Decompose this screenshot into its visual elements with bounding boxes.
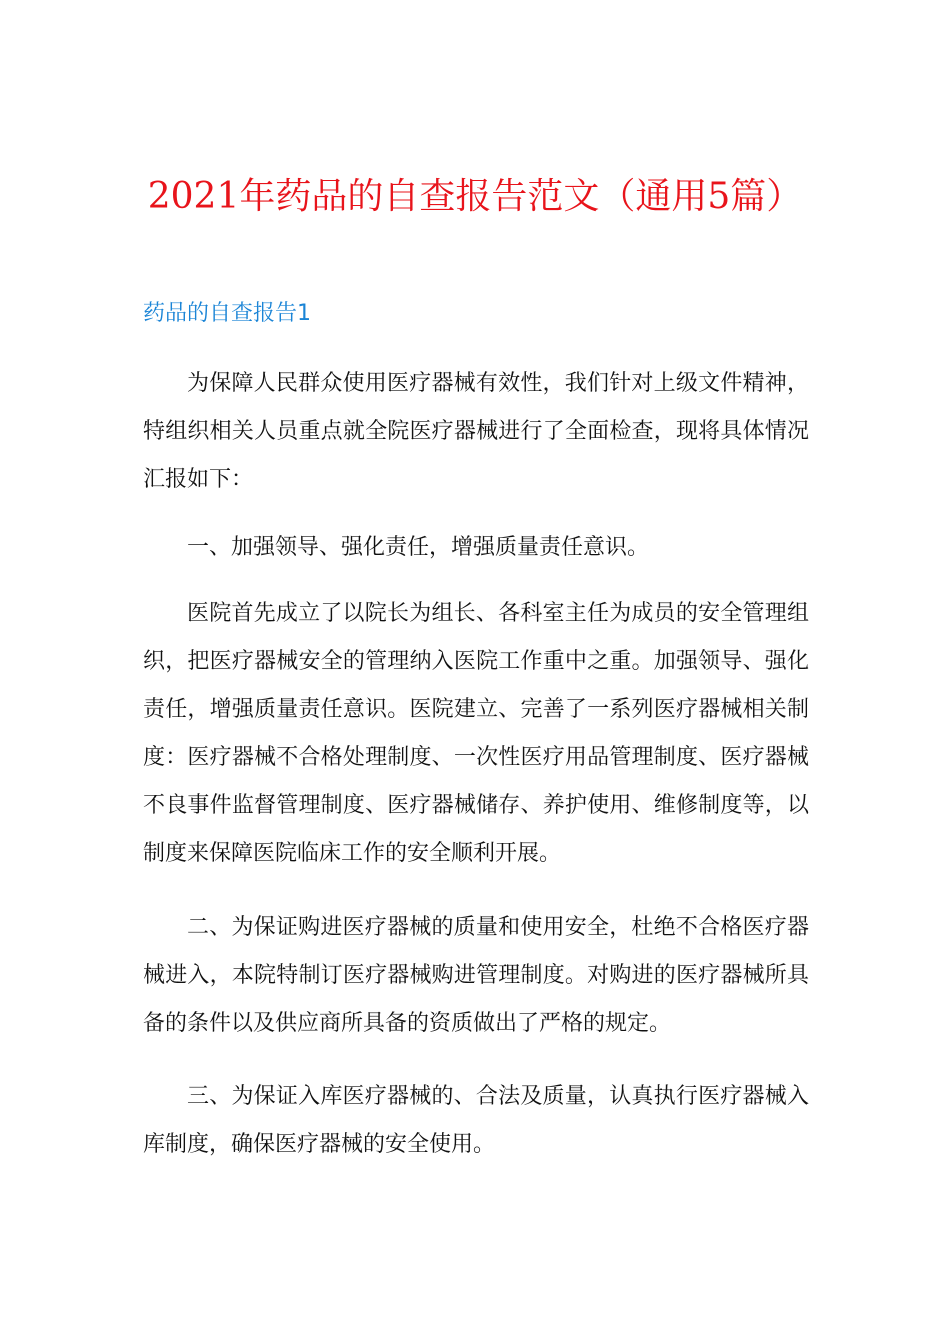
paragraph-intro: 为保障人民群众使用医疗器械有效性，我们针对上级文件精神，特组织相关人员重点就全院医疗器械进行了全面检查，现将具体情况汇报如下： (143, 371, 809, 492)
paragraph-point-3: 三、为保证入库医疗器械的、合法及质量，认真执行医疗器械入库制度，确保医疗器械的安全使用。 (143, 1084, 809, 1157)
paragraph-point-1-heading: 一、加强领导、强化责任，增强质量责任意识。 (187, 535, 650, 560)
paragraph-point-1-body: 医院首先成立了以院长为组长、各科室主任为成员的安全管理组织，把医疗器械安全的管理纳入医院工作重中之重。加强领导、强化责任，增强质量责任意识。医院建立、完善了一系列医疗器械相关制度：医疗器械不合格处理制度、一次性医疗用品管理制度、医疗器械不良事件监督管理制度、医疗器械储存、养护使用、维修制度等，以制度来保障医院临床工作的安全顺利开展。 (143, 601, 809, 866)
section-heading: 药品的自查报告1 (143, 301, 311, 326)
paragraph-point-2: 二、为保证购进医疗器械的质量和使用安全，杜绝不合格医疗器械进入，本院特制订医疗器械购进管理制度。对购进的医疗器械所具备的条件以及供应商所具备的资质做出了严格的规定。 (143, 915, 809, 1036)
document-title: 2021年药品的自查报告范文（通用5篇） (147, 176, 803, 217)
